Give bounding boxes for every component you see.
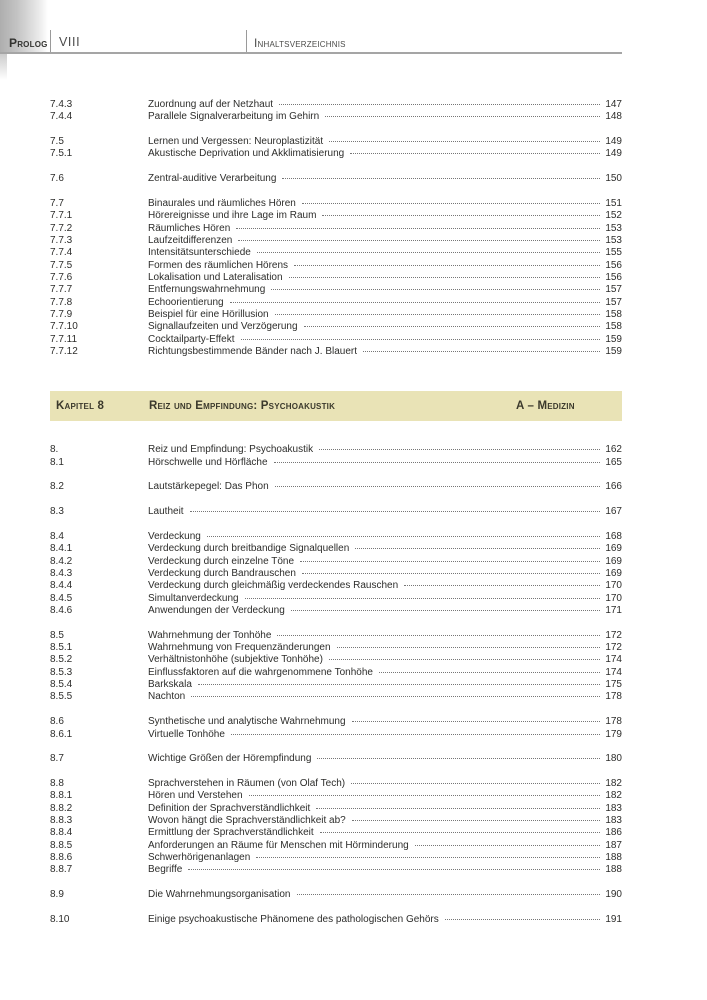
toc-entry	[50, 223, 622, 235]
toc-entry-title: Begriffe	[148, 864, 183, 876]
toc-entry-title: Verhältnistonhöhe (subjektive Tonhöhe)	[148, 654, 323, 666]
dot-leader	[198, 684, 600, 685]
toc-entry-number: 7.7.4	[50, 247, 73, 259]
toc-entry-page: 168	[605, 530, 622, 542]
toc-entry-title: Hörereignisse und ihre Lage im Raum	[148, 210, 317, 222]
toc-entry-title: Nachton	[148, 691, 186, 703]
toc-entry	[50, 630, 622, 642]
toc-entry-number: 7.7.10	[50, 321, 78, 333]
dot-leader	[325, 116, 600, 117]
dot-leader	[289, 277, 601, 278]
toc-entry	[50, 457, 622, 469]
toc-group	[50, 481, 622, 493]
toc-entry-page: 183	[605, 802, 622, 814]
dot-leader	[302, 573, 600, 574]
toc-entry-number: 8.4.4	[50, 580, 73, 592]
toc-chapter7-entries	[50, 99, 622, 358]
toc-entry-page: 149	[605, 136, 622, 148]
toc-entry	[50, 321, 622, 333]
dot-leader	[231, 734, 600, 735]
dot-leader	[319, 449, 600, 450]
toc-entry	[50, 284, 622, 296]
toc-entry	[50, 790, 622, 802]
toc-entry-number: 7.5	[50, 136, 64, 148]
toc-entry	[50, 889, 622, 901]
toc-entry-page: 147	[605, 99, 622, 110]
toc-group	[50, 99, 622, 124]
toc-group	[50, 531, 622, 617]
toc-entry	[50, 753, 622, 765]
toc-entry-number: 8.4.1	[50, 543, 73, 555]
dot-leader	[275, 314, 601, 315]
toc-entry	[50, 803, 622, 815]
toc-entry-title: Akustische Deprivation und Akklimatisierung	[148, 148, 345, 160]
toc-entry-number: 8.8.7	[50, 864, 73, 876]
toc-entry	[50, 716, 622, 728]
toc-entry-number: 7.7.8	[50, 296, 73, 308]
toc-entry-page: 182	[605, 790, 622, 802]
toc-entry-title: Entfernungswahrnehmung	[148, 284, 266, 296]
dot-leader	[190, 511, 601, 512]
dot-leader	[277, 635, 600, 636]
toc-entry-page: 156	[605, 271, 622, 283]
page-number-roman: VIII	[59, 35, 81, 49]
toc-entry	[50, 297, 622, 309]
dot-leader	[317, 758, 600, 759]
toc-entry	[50, 778, 622, 790]
toc-entry-title: Verdeckung durch breitbandige Signalquellen	[148, 543, 350, 555]
dot-leader	[207, 536, 600, 537]
toc-entry-title: Anforderungen an Räume für Menschen mit Hörminderung	[148, 839, 409, 851]
header-divider	[50, 30, 51, 52]
dot-leader	[282, 178, 600, 179]
dot-leader	[291, 610, 601, 611]
toc-entry-number: 8.4.3	[50, 567, 73, 579]
toc-entry-title: Beispiel für eine Hörillusion	[148, 308, 269, 320]
toc-entry-title: Hören und Verstehen	[148, 790, 243, 802]
toc-entry-page: 153	[605, 234, 622, 246]
toc-entry-page: 190	[605, 889, 622, 901]
toc-entry-number: 8.5.5	[50, 691, 73, 703]
toc-entry-page: 171	[605, 604, 622, 616]
toc-entry-number: 8.7	[50, 753, 64, 765]
dot-leader	[304, 326, 601, 327]
toc-entry-number: 8.8.1	[50, 790, 73, 802]
dot-leader	[322, 215, 600, 216]
toc-entry-title: Barkskala	[148, 679, 192, 691]
chapter-banner-title: Reiz und Empfindung: Psychoakustik	[149, 400, 336, 413]
dot-leader	[363, 351, 600, 352]
toc-entry-number: 8.8	[50, 777, 64, 789]
dot-leader	[352, 820, 601, 821]
toc-entry-number: 8.8.4	[50, 827, 73, 839]
toc-entry	[50, 543, 622, 555]
dot-leader	[191, 696, 600, 697]
dot-leader	[256, 857, 600, 858]
chapter-banner-category: A – Medizin	[516, 400, 575, 413]
toc-entry-number: 8.8.5	[50, 839, 73, 851]
toc-entry-title: Zuordnung auf der Netzhaut	[148, 99, 274, 110]
toc-entry-number: 7.4.3	[50, 99, 73, 110]
toc-entry	[50, 111, 622, 123]
dot-leader	[445, 919, 601, 920]
toc-entry-page: 162	[605, 444, 622, 456]
toc-entry-page: 188	[605, 852, 622, 864]
toc-entry-title: Sprachverstehen in Räumen (von Olaf Tech)	[148, 777, 346, 789]
toc-entry-number: 8.5	[50, 629, 64, 641]
toc-entry-title: Synthetische und analytische Wahrnehmung	[148, 716, 346, 728]
toc-content	[50, 99, 622, 926]
dot-leader	[415, 845, 601, 846]
toc-entry-number: 8.5.1	[50, 642, 73, 654]
dot-leader	[302, 203, 600, 204]
dot-leader	[241, 339, 601, 340]
toc-entry-title: Reiz und Empfindung: Psychoakustik	[148, 444, 314, 456]
toc-entry-title: Binaurales und räumliches Hören	[148, 197, 296, 209]
toc-entry-page: 159	[605, 346, 622, 358]
chapter-banner-label: Kapitel 8	[56, 400, 105, 413]
toc-entry-title: Wovon hängt die Sprachverständlichkeit ab?	[148, 815, 346, 826]
toc-group	[50, 778, 622, 877]
toc-entry-title: Verdeckung durch einzelne Töne	[148, 555, 295, 567]
toc-entry-number: 8.9	[50, 889, 64, 901]
toc-entry	[50, 914, 622, 926]
toc-entry	[50, 506, 622, 518]
toc-entry	[50, 346, 622, 358]
toc-entry-page: 156	[605, 259, 622, 271]
toc-entry-title: Anwendungen der Verdeckung	[148, 604, 285, 616]
toc-entry-number: 8.5.4	[50, 679, 73, 691]
dot-leader	[245, 598, 601, 599]
toc-entry-title: Intensitätsunterschiede	[148, 247, 251, 259]
dot-leader	[257, 252, 600, 253]
toc-entry-page: 169	[605, 543, 622, 555]
toc-entry-page: 188	[605, 864, 622, 876]
dot-leader	[279, 104, 600, 105]
toc-entry	[50, 309, 622, 321]
toc-entry	[50, 148, 622, 160]
dot-leader	[379, 672, 600, 673]
toc-entry-page: 169	[605, 555, 622, 567]
toc-entry-page: 166	[605, 481, 622, 493]
toc-entry-page: 155	[605, 247, 622, 259]
dot-leader	[316, 808, 600, 809]
toc-entry-number: 8.8.6	[50, 852, 73, 864]
toc-entry-page: 191	[605, 913, 622, 925]
dot-leader	[337, 647, 601, 648]
toc-entry-number: 7.7.6	[50, 271, 73, 283]
toc-entry	[50, 173, 622, 185]
toc-entry-title: Einflussfaktoren auf die wahrgenommene Tonhöhe	[148, 666, 373, 678]
toc-entry	[50, 481, 622, 493]
toc-entry-page: 152	[605, 210, 622, 222]
toc-entry-number: 7.7.11	[50, 333, 78, 345]
toc-entry-number: 7.6	[50, 173, 64, 185]
dot-leader	[329, 141, 600, 142]
dot-leader	[404, 585, 600, 586]
toc-entry-number: 7.7.9	[50, 308, 73, 320]
toc-chapter8-entries	[50, 444, 622, 926]
chapter-banner	[50, 391, 622, 421]
toc-entry-title: Laufzeitdifferenzen	[148, 234, 233, 246]
toc-entry-number: 8.1	[50, 456, 64, 468]
toc-entry-title: Verdeckung durch gleichmäßig verdeckendes Rauschen	[148, 580, 399, 592]
toc-entry	[50, 556, 622, 568]
toc-entry-number: 7.7.1	[50, 210, 73, 222]
toc-entry-page: 169	[605, 567, 622, 579]
toc-entry-number: 8.5.2	[50, 654, 73, 666]
toc-entry	[50, 605, 622, 617]
toc-entry-number: 8.5.3	[50, 666, 73, 678]
toc-entry-page: 165	[605, 456, 622, 468]
toc-entry-page: 148	[605, 111, 622, 123]
toc-entry-title: Richtungsbestimmende Bänder nach J. Blauert	[148, 346, 358, 358]
toc-entry-page: 157	[605, 296, 622, 308]
toc-entry-number: 8.4	[50, 530, 64, 542]
dot-leader	[329, 659, 600, 660]
dot-leader	[351, 783, 600, 784]
toc-entry	[50, 235, 622, 247]
toc-entry-number: 8.2	[50, 481, 64, 493]
toc-entry-page: 150	[605, 173, 622, 185]
header-rule-shadow	[0, 54, 7, 80]
toc-entry-number: 8.3	[50, 506, 64, 518]
toc-group	[50, 444, 622, 469]
toc-entry-page: 157	[605, 284, 622, 296]
toc-entry	[50, 260, 622, 272]
toc-entry	[50, 198, 622, 210]
toc-entry-title: Schwerhörigenanlagen	[148, 852, 251, 864]
dot-leader	[355, 548, 600, 549]
toc-entry-number: 8.10	[50, 913, 70, 925]
toc-entry-title: Virtuelle Tonhöhe	[148, 728, 225, 740]
toc-entry-number: 8.8.2	[50, 802, 73, 814]
toc-entry-page: 172	[605, 629, 622, 641]
header-divider	[246, 30, 247, 52]
toc-entry	[50, 729, 622, 741]
toc-entry-number: 7.7.5	[50, 259, 73, 271]
dot-leader	[275, 486, 601, 487]
toc-entry-title: Simultanverdeckung	[148, 592, 239, 604]
toc-group	[50, 198, 622, 358]
toc-entry-title: Lokalisation und Lateralisation	[148, 271, 283, 283]
toc-group	[50, 136, 622, 161]
toc-entry-number: 8.6	[50, 716, 64, 728]
toc-entry	[50, 568, 622, 580]
toc-entry	[50, 593, 622, 605]
toc-entry-number: 8.4.5	[50, 592, 73, 604]
toc-entry	[50, 691, 622, 703]
toc-entry-title: Verdeckung durch Bandrauschen	[148, 567, 296, 579]
dot-leader	[249, 795, 601, 796]
toc-entry-number: 8.6.1	[50, 728, 73, 740]
toc-entry-title: Formen des räumlichen Hörens	[148, 259, 289, 271]
running-head-section: Prolog	[9, 36, 48, 50]
toc-entry-page: 180	[605, 753, 622, 765]
toc-entry-number: 8.4.6	[50, 604, 73, 616]
toc-entry	[50, 247, 622, 259]
dot-leader	[294, 265, 600, 266]
toc-entry-page: 174	[605, 654, 622, 666]
toc-entry-number: 7.7.2	[50, 222, 73, 234]
toc-entry-page: 178	[605, 691, 622, 703]
toc-entry-title: Einige psychoakustische Phänomene des pathologischen Gehörs	[148, 913, 439, 925]
toc-entry-page: 172	[605, 642, 622, 654]
toc-group	[50, 716, 622, 741]
toc-entry-title: Verdeckung	[148, 530, 201, 542]
dot-leader	[352, 721, 601, 722]
toc-entry-number: 7.7.3	[50, 234, 73, 246]
toc-entry-page: 175	[605, 679, 622, 691]
toc-entry-title: Räumliches Hören	[148, 222, 231, 234]
dot-leader	[236, 228, 600, 229]
toc-entry	[50, 815, 622, 827]
toc-entry	[50, 334, 622, 346]
toc-entry	[50, 272, 622, 284]
toc-group	[50, 630, 622, 704]
toc-entry-number: 7.7	[50, 197, 64, 209]
toc-entry-page: 149	[605, 148, 622, 160]
toc-entry	[50, 852, 622, 864]
toc-entry-number: 7.7.7	[50, 284, 73, 296]
toc-entry	[50, 531, 622, 543]
toc-entry-number: 7.7.12	[50, 346, 78, 358]
toc-entry-page: 167	[605, 506, 622, 518]
toc-entry-number: 7.5.1	[50, 148, 73, 160]
toc-entry-page: 158	[605, 321, 622, 333]
dot-leader	[350, 153, 600, 154]
toc-entry-title: Lernen und Vergessen: Neuroplastizität	[148, 136, 324, 148]
toc-entry	[50, 580, 622, 592]
toc-entry-title: Wichtige Größen der Hörempfindung	[148, 753, 312, 765]
toc-group	[50, 753, 622, 765]
toc-entry-page: 187	[605, 839, 622, 851]
toc-entry-page: 158	[605, 308, 622, 320]
dot-leader	[188, 869, 600, 870]
toc-entry-title: Lautstärkepegel: Das Phon	[148, 481, 269, 493]
toc-entry	[50, 99, 622, 111]
toc-entry-page: 179	[605, 728, 622, 740]
toc-entry	[50, 864, 622, 876]
toc-entry-page: 159	[605, 333, 622, 345]
toc-entry	[50, 667, 622, 679]
toc-entry-number: 7.4.4	[50, 111, 73, 123]
dot-leader	[271, 289, 600, 290]
toc-group	[50, 914, 622, 926]
toc-entry-page: 178	[605, 716, 622, 728]
dot-leader	[300, 561, 600, 562]
toc-entry-page: 186	[605, 827, 622, 839]
toc-group	[50, 889, 622, 901]
toc-group	[50, 173, 622, 185]
toc-entry-title: Definition der Sprachverständlichkeit	[148, 802, 311, 814]
toc-entry-number: 8.8.3	[50, 815, 73, 826]
toc-entry-title: Die Wahrnehmungsorganisation	[148, 889, 291, 901]
toc-entry-title: Signallaufzeiten und Verzögerung	[148, 321, 298, 333]
toc-entry-page: 153	[605, 222, 622, 234]
toc-entry-page: 151	[605, 197, 622, 209]
toc-entry-title: Wahrnehmung der Tonhöhe	[148, 629, 272, 641]
dot-leader	[230, 302, 601, 303]
dot-leader	[274, 462, 601, 463]
toc-entry	[50, 444, 622, 456]
toc-entry-page: 183	[605, 815, 622, 826]
toc-entry-title: Cocktailparty-Effekt	[148, 333, 235, 345]
toc-entry-page: 170	[605, 580, 622, 592]
dot-leader	[238, 240, 600, 241]
toc-entry	[50, 827, 622, 839]
toc-entry-title: Wahrnehmung von Frequenzänderungen	[148, 642, 331, 654]
toc-entry-title: Hörschwelle und Hörfläche	[148, 456, 268, 468]
toc-entry	[50, 679, 622, 691]
toc-entry-page: 174	[605, 666, 622, 678]
toc-entry-number: 8.	[50, 444, 59, 456]
header-rule	[0, 52, 622, 54]
toc-entry	[50, 840, 622, 852]
dot-leader	[297, 894, 601, 895]
dot-leader	[320, 832, 601, 833]
toc-entry	[50, 136, 622, 148]
toc-entry-title: Zentral-auditive Verarbeitung	[148, 173, 277, 185]
toc-entry	[50, 642, 622, 654]
toc-entry-title: Echoorientierung	[148, 296, 224, 308]
toc-entry-page: 182	[605, 777, 622, 789]
toc-group	[50, 506, 622, 518]
toc-entry-title: Parallele Signalverarbeitung im Gehirn	[148, 111, 320, 123]
toc-entry	[50, 654, 622, 666]
toc-entry-title: Lautheit	[148, 506, 184, 518]
toc-entry-number: 8.4.2	[50, 555, 73, 567]
running-head-title: Inhaltsverzeichnis	[254, 36, 346, 50]
toc-entry	[50, 210, 622, 222]
toc-entry-title: Ermittlung der Sprachverständlichkeit	[148, 827, 314, 839]
toc-entry-page: 170	[605, 592, 622, 604]
